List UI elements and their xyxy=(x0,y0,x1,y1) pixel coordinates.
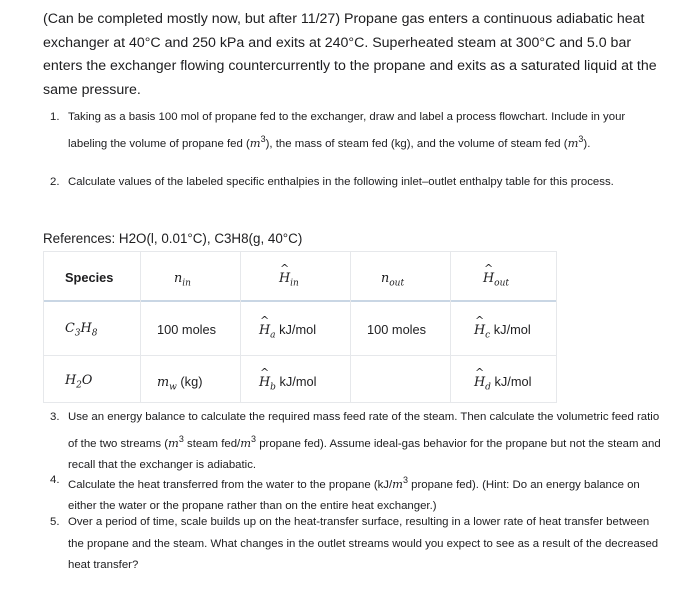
list-item-3: 3. Use an energy balance to calculate the required mass feed rate of the steam. Then calculate the volumetric feed ratio of the two streams ($m^3$ steam fed/$m^3$ propane fed). Assume ideal-gas behavior for the propane but not the steam and recall that the exchanger is adiabatic. xyxy=(50,407,662,476)
item-number: 1. xyxy=(50,111,60,123)
item-number: 2. xyxy=(50,176,60,188)
item-number: 3. xyxy=(50,411,60,423)
propane-h-out: ^ $H_c$ kJ/mol xyxy=(474,322,531,341)
problem-intro: (Can be completed mostly now, but after 11/27) Propane gas enters a continuous adiabatic heat exchanger at 40°C and 250 kPa and exits at 240°C. Superheated steam at 300°C and 5.0 bar enters the exchanger flowing countercurrently to the propane and exits as a saturated liquid at the same pressure. xyxy=(43,11,657,98)
water-n-in: $m_w$ (kg) xyxy=(157,374,203,393)
item-number: 5. xyxy=(50,516,60,528)
column-divider xyxy=(450,251,451,403)
item-number: 4. xyxy=(50,474,60,486)
propane-n-in: 100 moles xyxy=(157,322,217,337)
propane-n-out: 100 moles xyxy=(367,322,427,337)
list-item-1: 1. Taking as a basis 100 mol of propane fed to the exchanger, draw and label a process flowchart. Include in your labeling the volume of propane fed $(m^3)$, the mass of steam fed (kg), and the volume of steam fed $(m^3)$. xyxy=(50,107,662,155)
row-divider xyxy=(43,355,557,356)
references-line: References: H2O(l, 0.01°C), C3H8(g, 40°C) xyxy=(43,231,303,246)
list-item-5: 5. Over a period of time, scale builds up on the heat-transfer surface, resulting in a lower rate of heat transfer between the propane and the steam. What changes in the outlet streams would you expect to see as a result of the decreased heat transfer? xyxy=(50,512,662,577)
list-item-2: 2. Calculate values of the labeled specific enthalpies in the following inlet–outlet enthalpy table for this process. xyxy=(50,172,662,194)
header-n-out: $n_{out}$ xyxy=(381,271,405,289)
column-divider xyxy=(350,251,351,403)
list-item-4: 4. Calculate the heat transferred from the water to the propane ($kJ/m^3$ propane fed). (Hint: Do an energy balance on either the water or the propane rather than on the entire heat exchanger.) xyxy=(50,470,662,518)
propane-h-in: ^ $H_a$ kJ/mol xyxy=(259,322,316,341)
column-divider xyxy=(240,251,241,403)
column-divider xyxy=(140,251,141,403)
enthalpy-table xyxy=(43,251,557,403)
species-water: $H_2O$ xyxy=(65,373,93,391)
water-h-in: ^ $H_b$ kJ/mol xyxy=(259,374,316,393)
water-h-out: ^ $H_d$ kJ/mol xyxy=(474,374,531,393)
header-species: Species xyxy=(65,270,114,285)
header-n-in: $n_{in}$ xyxy=(174,271,191,289)
header-h-in: ^ $H_{in}$ xyxy=(279,271,299,289)
species-propane: $C_3H_8$ xyxy=(65,321,98,339)
header-h-out: ^ $H_{out}$ xyxy=(483,271,509,289)
